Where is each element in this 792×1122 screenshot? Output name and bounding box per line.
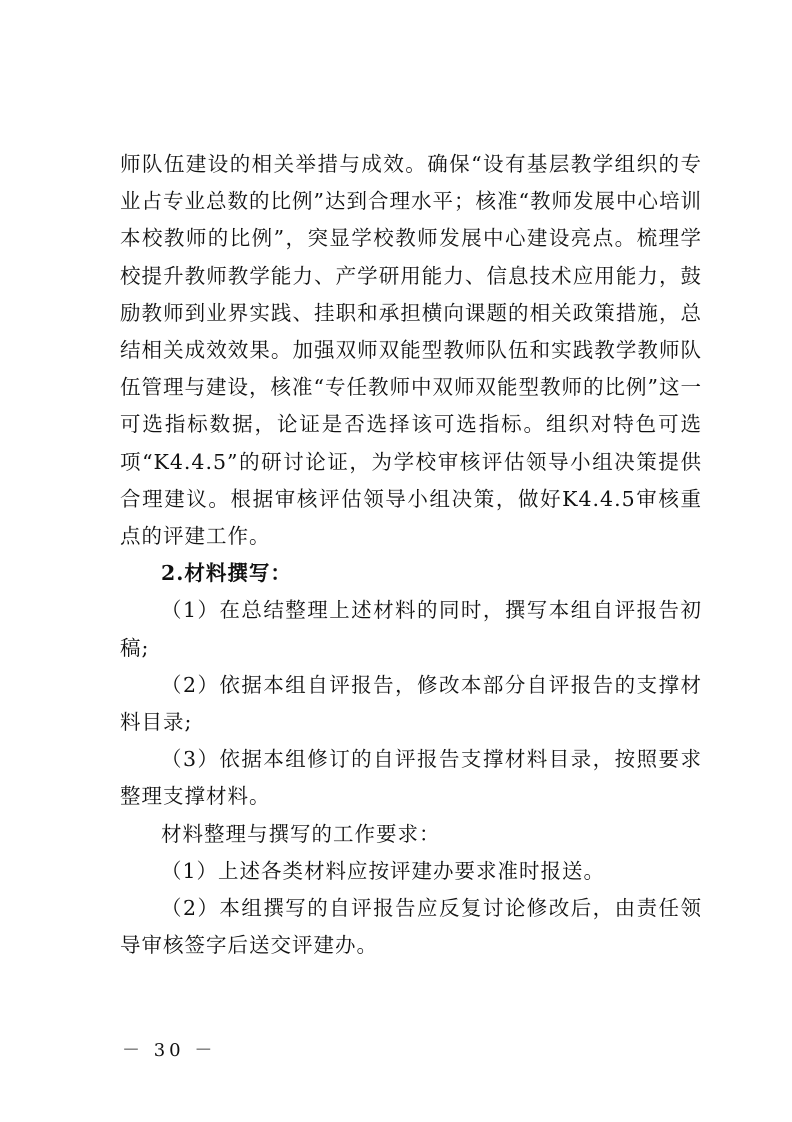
paragraph-faculty-development: 师队伍建设的相关举措与成效。确保“设有基层教学组织的专业占专业总数的比例”达到合理水平；核准“教师发展中心培训本校教师的比例”，突显学校教师发展中心建设亮点。梳理学校提升教师教学能力、产学研用能力、信息技术应用能力，鼓励教师到业界实践、挂职和承担横向课题的相关政策措施，总结相关成效效果。加强双师双能型教师队伍和实践教学教师队伍管理与建设，核准“专任教师中双师双能型教师的比例”这一可选指标数据，论证是否选择该可选指标。组织对特色可选项“K4.4.5”的研讨论证，为学校审核评估领导小组决策提供合理建议。根据审核评估领导小组决策，做好K4.4.5审核重点的评建工作。 — [120, 152, 702, 549]
list-item-organize-materials: （3）依据本组修订的自评报告支撑材料目录，按照要求整理支撑材料。 — [120, 747, 702, 809]
list-item-draft-report: （1）在总结整理上述材料的同时，撰写本组自评报告初稿; — [120, 598, 702, 660]
page-number: － 30 － — [122, 1040, 217, 1061]
section-heading-material-writing: 2.材料撰写： — [161, 561, 292, 586]
paragraph-work-requirements: 材料整理与撰写的工作要求： — [161, 821, 441, 846]
list-item-submit-on-time: （1）上述各类材料应按评建办要求准时报送。 — [161, 858, 606, 883]
list-item-review-and-sign: （2）本组撰写的自评报告应反复讨论修改后，由责任领导审核签字后送交评建办。 — [120, 896, 702, 958]
document-body — [120, 146, 702, 964]
list-item-revise-catalog: （2）依据本组自评报告，修改本部分自评报告的支撑材料目录; — [120, 672, 702, 735]
